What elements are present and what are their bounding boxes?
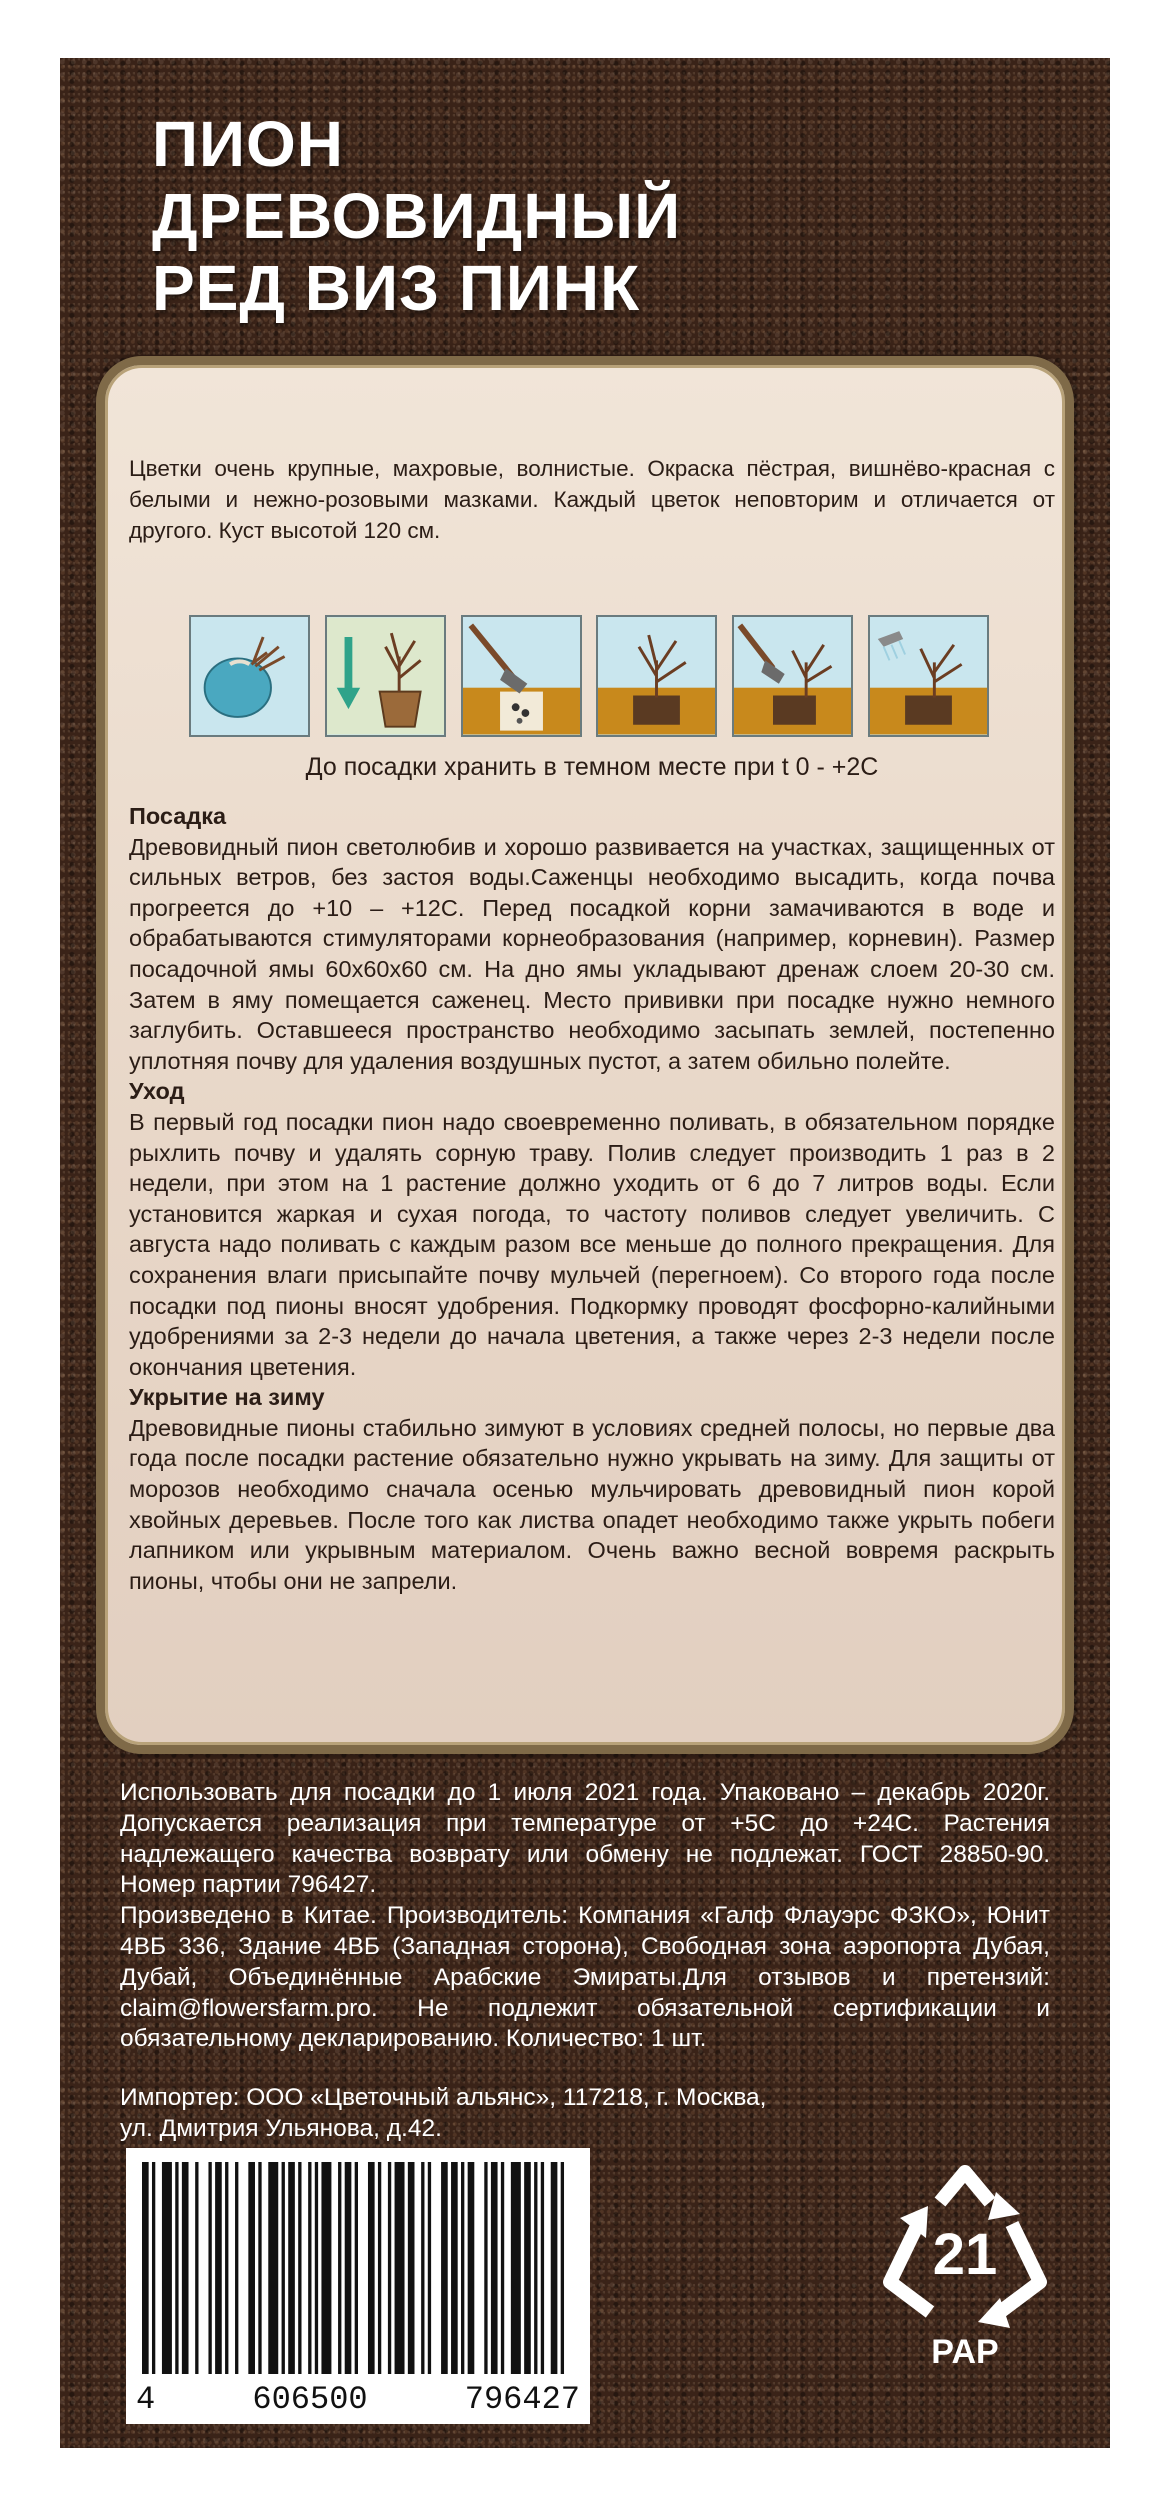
title-line-2: ДРЕВОВИДНЫЙ	[152, 180, 682, 252]
barcode-bar	[298, 2162, 301, 2374]
barcode-bar	[501, 2162, 504, 2374]
barcode-bar	[551, 2162, 558, 2374]
product-title	[152, 108, 681, 324]
step-planted	[596, 615, 717, 737]
barcode-bar	[268, 2162, 278, 2374]
barcode-bar	[235, 2162, 238, 2374]
step-dig	[461, 615, 582, 737]
barcode-bar	[524, 2162, 531, 2374]
planted-seedling-icon	[598, 617, 715, 735]
barcode-bar	[282, 2162, 285, 2374]
barcode-bar	[288, 2162, 295, 2374]
barcode-bar	[378, 2162, 381, 2374]
barcode-bar	[308, 2162, 311, 2374]
barcode-bar	[534, 2162, 537, 2374]
barcode-bar	[561, 2162, 564, 2374]
care-text: В первый год посадки пион надо своевременно поливать, в обязательном порядке рыхлить почву и удалять сорную траву. Полив следует производить 1 раз в 2 недели, при этом на 1 растение должно уходить от 6 до 7 литров воды. Если установится жаркая и сухая погода, то частоту поливов следует увеличить. С августа надо поливать с каждым разом все меньше до полного прекращения. Для сохранения влаги присыпайте почву мульчей (перегноем). Со второго года после посадки под пионы вносят удобрения. Подкормку проводят фосфорно-калийными удобрениями за 2-3 недели до начала цветения, а также через 2-3 недели после окончания цветения.	[129, 1108, 1055, 1380]
planting-text: Древовидный пион светолюбив и хорошо развивается на участках, защищенных от сильных ветров, без застоя воды.Саженцы необходимо высадить, когда почва прогреется до +10 – +12С. Перед посадкой корни замачиваются в воде и обрабатываются стимуляторами корнеобразования (например, корневин). Размер посадочной ямы 60х60х60 см. На дно ямы укладывают дренаж слоем 20-30 см. Затем в яму помещается саженец. Место прививки при посадке нужно немного заглубить. Оставшееся пространство необходимо засыпать землей, постепенно уплотняя почву для удаления воздушных пустот, а затем обильно полейте.	[129, 833, 1055, 1074]
title-line-3: РЕД ВИЗ ПИНК	[152, 252, 641, 324]
barcode-bar	[175, 2162, 178, 2374]
barcode-bar	[541, 2162, 544, 2374]
barcode-bar	[162, 2162, 172, 2374]
recycle-code: PAP	[931, 2333, 999, 2371]
barcode-bar	[182, 2162, 189, 2374]
barcode-bar	[511, 2162, 521, 2374]
recycle-number: 21	[932, 2222, 998, 2287]
barcode-bar	[451, 2162, 458, 2374]
barcode-group-1: 606500	[252, 2381, 368, 2418]
step-fill	[732, 615, 853, 737]
barcode-bar	[248, 2162, 255, 2374]
barcode-bars	[142, 2162, 574, 2374]
barcode-bar	[338, 2162, 341, 2374]
barcode-digit-first: 4	[136, 2381, 156, 2418]
barcode	[126, 2148, 590, 2424]
barcode-bar	[468, 2162, 475, 2374]
legal-info	[120, 1778, 1050, 2145]
recycling-triangle-icon	[870, 2162, 1060, 2332]
step-pot	[325, 615, 446, 737]
barcode-bar	[491, 2162, 498, 2374]
barcode-bar	[484, 2162, 487, 2374]
recycling-mark	[870, 2162, 1060, 2372]
title-line-1: ПИОН	[152, 108, 344, 180]
growing-instructions	[129, 801, 1055, 1596]
instructions-panel	[96, 356, 1074, 1754]
importer-line-2: ул. Дмитрия Ульянова, д.42.	[120, 2114, 442, 2142]
storage-note: До посадки хранить в темном месте при t 0 - +2C	[305, 753, 879, 781]
barcode-bar	[195, 2162, 198, 2374]
barcode-bar	[395, 2162, 405, 2374]
barcode-bar	[428, 2162, 431, 2374]
winter-heading: Укрытие на зиму	[129, 1384, 325, 1411]
barcode-bar	[142, 2162, 149, 2374]
barcode-bar	[152, 2162, 155, 2374]
barcode-bar	[421, 2162, 424, 2374]
shovel-fill-icon	[734, 617, 851, 735]
importer-line-1: Импортер: ООО «Цветочный альянс», 117218, г. Москва,	[120, 2084, 767, 2112]
barcode-bar	[355, 2162, 358, 2374]
barcode-bar	[441, 2162, 448, 2374]
care-heading: Уход	[129, 1078, 185, 1105]
barcode-bar	[258, 2162, 261, 2374]
barcode-digits	[136, 2382, 580, 2418]
product-description: Цветки очень крупные, махровые, волнистые. Окраска пёстрая, вишнёво-красная с белыми и нежно-розовыми мазками. Каждый цветок неповторим и отличается от другого. Куст высотой 120 см.	[129, 456, 1055, 543]
barcode-bar	[408, 2162, 415, 2374]
barcode-bar	[225, 2162, 228, 2374]
seed-packet-back	[60, 58, 1110, 2448]
barcode-bar	[215, 2162, 222, 2374]
step-root-in-bag	[189, 615, 310, 737]
pot-arrow-down-icon	[327, 617, 444, 735]
barcode-bar	[208, 2162, 211, 2374]
winter-text: Древовидные пионы стабильно зимуют в условиях средней полосы, но первые два года после посадки растение обязательно нужно укрывать на зиму. Для защиты от морозов необходимо сначала осенью мульчировать древовидный пион корой хвойных деревьев. После того как листва опадет необходимо также укрыть побеги лапником или укрывным материалом. Очень важно весной вовремя раскрыть пионы, чтобы они не запрели.	[129, 1414, 1055, 1594]
step-water	[868, 615, 989, 737]
barcode-bar	[345, 2162, 352, 2374]
barcode-bar	[388, 2162, 391, 2374]
barcode-group-2: 796427	[464, 2381, 580, 2418]
importer-info	[120, 2083, 1050, 2145]
planting-heading: Посадка	[129, 803, 227, 829]
root-in-bag-icon	[191, 617, 308, 735]
planting-steps	[189, 615, 989, 737]
barcode-bar	[315, 2162, 318, 2374]
barcode-bar	[321, 2162, 331, 2374]
usage-info: Использовать для посадки до 1 июля 2021 года. Упаковано – декабрь 2020г. Допускается реализация при температуре от +5С до +24С. Растения надлежащего качества возврату или обмену не подлежат. ГОСТ 28850-90. Номер партии 796427.	[120, 1779, 1050, 1899]
producer-info: Произведено в Китае. Производитель: Компания «Галф Флауэрс ФЗКО», Юнит 4ВБ 336, Здание 4ВБ (Западная сторона), Свободная зона аэропорта Дубая, Дубай, Объединённые Арабские Эмираты.Для отзывов и претензий: claim@flowersfarm.pro. Не подлежит обязательной сертификации и обязательному декларированию. Количество: 1 шт.	[120, 1902, 1050, 2053]
shovel-dig-icon	[463, 617, 580, 735]
barcode-bar	[368, 2162, 375, 2374]
barcode-bar	[461, 2162, 464, 2374]
watering-can-icon	[870, 617, 987, 735]
